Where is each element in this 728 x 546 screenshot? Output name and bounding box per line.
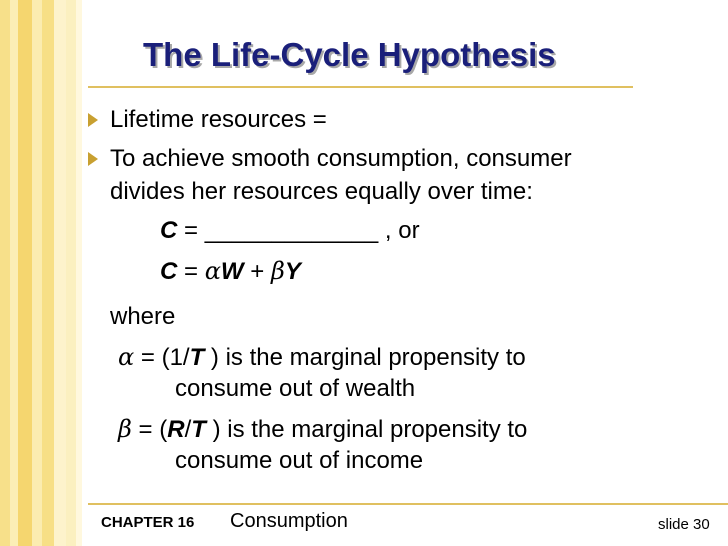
eq-var-w: W — [220, 258, 244, 285]
beta-symbol: β — [118, 415, 132, 443]
decorative-stripes — [0, 0, 82, 546]
bullet-lifetime-resources: Lifetime resources = — [110, 106, 327, 133]
alpha-definition — [118, 342, 526, 373]
title-divider — [88, 86, 633, 88]
stripe — [54, 0, 66, 546]
stripe — [66, 0, 76, 546]
where-label: where — [110, 303, 176, 330]
eq-var-c: C — [160, 217, 178, 244]
alpha-symbol: α — [118, 343, 135, 371]
beta-def-slash: / — [184, 416, 192, 443]
eq-plus: + — [243, 258, 271, 285]
beta-definition-cont: consume out of income — [175, 447, 424, 474]
beta-symbol: β — [270, 257, 285, 285]
equation-alpha-beta — [160, 256, 301, 287]
eq-equals: = — [177, 258, 205, 285]
footer-chapter: CHAPTER 16 — [101, 514, 195, 531]
footer-slide-number: slide 30 — [658, 516, 710, 533]
stripe — [32, 0, 42, 546]
footer-topic: Consumption — [230, 510, 348, 532]
alpha-definition-cont: consume out of wealth — [175, 375, 416, 402]
eq-blank-rest: = _____________ , or — [177, 217, 420, 244]
footer-divider — [88, 503, 728, 505]
beta-def-pre: = ( — [131, 416, 168, 443]
stripe — [42, 0, 54, 546]
stripe — [0, 0, 10, 546]
stripe — [18, 0, 32, 546]
bullet-smooth-consumption: To achieve smooth consumption, consumer — [110, 145, 572, 172]
eq-var-y: Y — [284, 258, 301, 285]
beta-definition — [118, 414, 527, 445]
bullet-marker-icon — [88, 152, 98, 166]
alpha-def-pre: = (1/ — [134, 344, 190, 371]
stripe — [10, 0, 18, 546]
eq-var-t: T — [191, 416, 206, 443]
alpha-symbol: α — [204, 257, 221, 285]
beta-def-post: ) is the marginal propensity to — [205, 416, 528, 443]
bullet-smooth-consumption-cont: divides her resources equally over time: — [110, 178, 533, 205]
eq-var-r: R — [167, 416, 185, 443]
eq-var-c: C — [160, 258, 178, 285]
equation-blank — [160, 216, 420, 246]
eq-var-t: T — [189, 344, 205, 371]
slide-title: The Life-Cycle Hypothesis — [143, 36, 556, 73]
alpha-def-post: ) is the marginal propensity to — [204, 344, 526, 371]
bullet-marker-icon — [88, 113, 98, 127]
